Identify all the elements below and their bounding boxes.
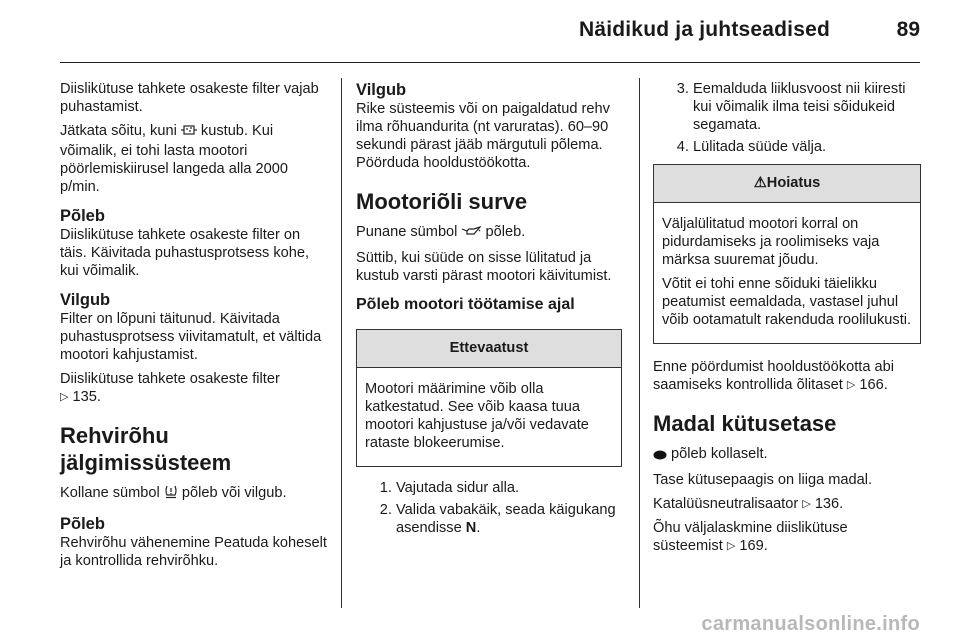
dpf-warning-icon — [181, 123, 197, 142]
header-divider — [60, 62, 920, 63]
paragraph: Rehvirõhu vähenemine Peatuda koheselt ja kontrollida rehvirõhku. — [60, 535, 327, 569]
text: Diislikütuse tahkete osakeste filter — [60, 371, 280, 387]
paragraph — [60, 370, 328, 406]
paragraph: Süttib, kui süüde on sisse lülitatud ja kustub varsti pärast mootori käivitumist. — [356, 250, 612, 284]
paragraph — [653, 445, 921, 465]
caution-box — [356, 329, 622, 467]
list-item: 4. Lülitada süüde välja. — [693, 138, 921, 156]
section-heading-oil-pressure: Mootoriõli surve — [356, 189, 528, 214]
page-number: 89 — [896, 18, 920, 41]
reference-arrow-icon: ▷ — [60, 391, 69, 403]
warning-header — [654, 165, 920, 203]
text: põleb. — [481, 224, 526, 240]
paragraph — [653, 358, 921, 394]
page-reference[interactable]: 166. — [859, 377, 888, 393]
paragraph: Filter on lõpuni täitunud. Käivitada puhastusprotsess viivitamatult, et vältida mootori kahjustamist. — [60, 311, 322, 363]
paragraph: Tase kütusepaagis on liiga madal. — [653, 472, 873, 488]
column-3 — [653, 80, 921, 561]
column-divider-1 — [341, 78, 342, 608]
heading-vilgub: Vilgub — [60, 291, 111, 309]
text: põleb või vilgub. — [177, 485, 287, 501]
column-1 — [60, 80, 328, 576]
column-divider-2 — [639, 78, 640, 608]
paragraph: Diislikütuse tahkete osakeste filter on täis. Käivitada puhastusprotsess kohe, kui võimalik. — [60, 227, 310, 279]
text: Punane sümbol — [356, 224, 462, 240]
list-item: 1. Vajutada sidur alla. — [396, 479, 622, 497]
heading-line: Rehvirõhu — [60, 423, 169, 448]
gear-position: N — [465, 520, 477, 536]
list-item — [396, 501, 622, 537]
heading-poleb: Põleb — [60, 207, 105, 225]
warning-text: Võtit ei tohi enne sõiduki täielikku peatumist eemaldada, vastasel juhul võib ootamatult rakenduda roolilukusti. — [662, 276, 912, 328]
paragraph — [60, 122, 328, 196]
text: kustub. Kui võimalik, ei tohi lasta mootori pöörlemiskiirusel langeda alla 2000 p/min. — [60, 123, 288, 195]
oil-can-icon — [461, 225, 481, 243]
text: Katalüüsneutralisaator — [653, 496, 799, 512]
subheading-running: Põleb mootori töötamise ajal — [356, 296, 575, 313]
page-reference[interactable]: 135. — [72, 389, 101, 405]
heading-vilgub: Vilgub — [356, 81, 407, 99]
caution-body — [357, 368, 621, 466]
heading-line: jälgimissüsteem — [60, 450, 232, 475]
warning-text: Väljalülitatud mootori korral on pidurdamiseks ja roolimiseks vaja märksa suuremat jõudu. — [662, 216, 880, 268]
paragraph: Diislikütuse tahkete osakeste filter vajab puhastamist. — [60, 81, 319, 115]
text: Õhu väljalaskmine diislikütuse süsteemist — [653, 520, 848, 554]
text: Kollane sümbol — [60, 485, 164, 501]
reference-arrow-icon: ▷ — [846, 379, 856, 391]
section-heading-low-fuel: Madal kütusetase — [653, 411, 837, 436]
paragraph — [60, 484, 328, 504]
indicator-lamp-icon — [653, 447, 667, 465]
paragraph — [653, 495, 921, 513]
steps-list — [356, 479, 622, 537]
warning-box — [653, 164, 921, 344]
text: Valida vabakäik, seada käigukang asendisse — [396, 502, 616, 536]
paragraph: Rike süsteemis või on paigaldatud rehv ilma rõhuandurita (nt varuratas). 60–90 sekundi pärast jääb märgutuli põlema. Pöörduda hooldustöökotta. — [356, 101, 610, 171]
warning-body — [654, 203, 920, 343]
reference-arrow-icon: ▷ — [802, 498, 811, 510]
heading-poleb: Põleb — [60, 515, 105, 533]
caution-text: Mootori määrimine võib olla katkestatud. See võib kaasa tuua mootori kahjustuse ja/või vedavate rataste blokeerumise. — [365, 381, 589, 451]
caution-title: Ettevaatust — [357, 330, 621, 368]
warning-title: Hoiatus — [766, 175, 821, 191]
page-title: Näidikud ja juhtseadised — [578, 18, 830, 41]
section-heading-tyre-pressure — [60, 422, 328, 476]
text: Jätkata sõitu, kuni — [60, 123, 181, 139]
page-reference[interactable]: 169. — [739, 538, 768, 554]
paragraph — [356, 223, 622, 243]
page-reference[interactable]: 136. — [814, 496, 844, 512]
text: . — [476, 520, 481, 536]
tyre-pressure-icon — [164, 484, 178, 504]
steps-list-continued — [653, 80, 921, 156]
watermark: carmanualsonline.info — [701, 613, 920, 635]
reference-arrow-icon: ▷ — [726, 540, 736, 552]
warning-triangle-icon: ⚠ — [753, 175, 767, 191]
text: põleb kollaselt. — [667, 446, 768, 462]
column-2 — [356, 80, 622, 543]
paragraph — [653, 519, 921, 555]
list-item: 3. Eemalduda liiklusvoost nii kiiresti kui võimalik ilma teisi sõidukeid segamata. — [693, 80, 921, 134]
text: Enne pöördumist hooldustöökotta abi saamiseks kontrollida õlitaset — [653, 359, 894, 393]
